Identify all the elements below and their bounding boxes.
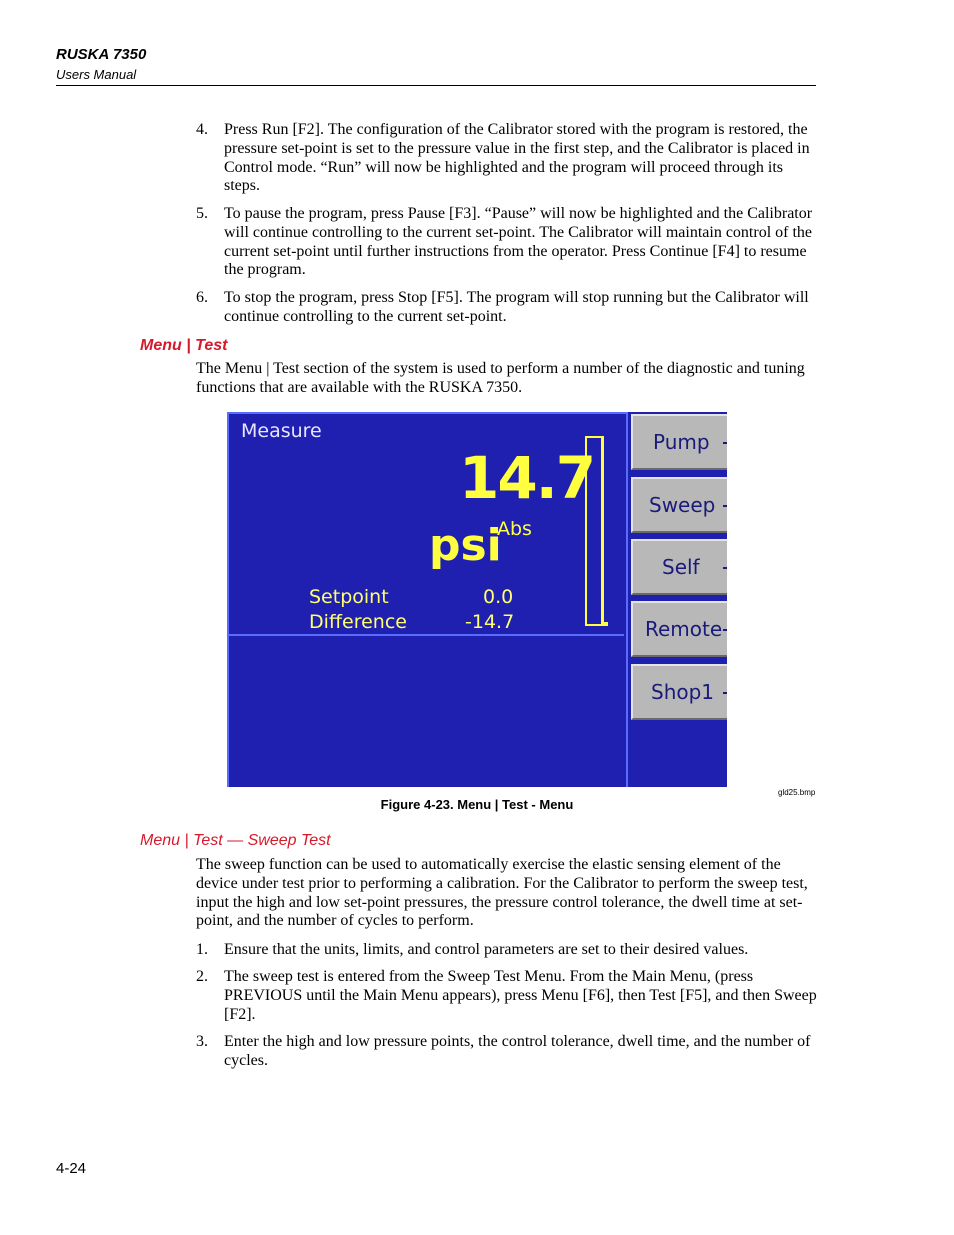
figure-caption: Figure 4-23. Menu | Test - Menu	[380, 797, 574, 812]
pressure-value: 14.7	[459, 444, 595, 512]
setpoint-value: 0.0	[483, 586, 514, 608]
step-number: 5.	[196, 205, 208, 222]
difference-value: -14.7	[465, 611, 515, 633]
step-text: Ensure that the units, limits, and control parameters are set to their desired values.	[224, 941, 749, 958]
softkey-label: Shop1	[651, 680, 715, 704]
panel-divider	[229, 634, 624, 636]
pressure-unit: psi	[429, 520, 502, 571]
step-number: 1.	[196, 941, 208, 958]
figure-screen	[227, 412, 727, 787]
section-body-menu-test: The Menu | Test section of the system is used to perform a number of the diagnostic and tuning functions that are available with the RUSKA 7350.	[196, 360, 805, 396]
softkey-sweep[interactable]	[631, 477, 727, 533]
step-text: Enter the high and low pressure points, the control tolerance, dwell time, and the number of cycles.	[224, 1033, 811, 1069]
softkey-label: Self	[662, 555, 700, 579]
section-heading-sweep-test: Menu | Test — Sweep Test	[140, 832, 331, 849]
step-number: 3.	[196, 1033, 208, 1050]
softkey-label: Sweep	[649, 493, 716, 517]
page-header-subtitle: Users Manual	[56, 67, 137, 82]
step-text: The sweep test is entered from the Sweep Test Menu. From the Main Menu, (press PREVIOUS until the Main Menu appears), press Menu [F6], then Test [F5], and then Sweep [F2].	[224, 968, 817, 1023]
softkey-label: Remote	[645, 617, 723, 641]
step-number: 4.	[196, 121, 208, 138]
softkey-remote[interactable]	[631, 601, 727, 657]
softkey-label: Pump	[653, 430, 710, 454]
softkey-shop1[interactable]	[631, 664, 727, 720]
step-text: Press Run [F2]. The configuration of the Calibrator stored with the program is restored, the pressure set-point is set to the pressure value in the first step, and the Calibrator is placed in Control mode. “Run” will now be highlighted and the program will proceed through its steps.	[224, 121, 810, 195]
step-text: To stop the program, press Stop [F5]. The program will stop running but the Calibrator will continue controlling to the current set-point.	[224, 289, 809, 325]
step-text: To pause the program, press Pause [F3]. “Pause” will now be highlighted and the Calibrator will continue controlling to the current set-point. The Calibrator will maintain control of the current set-point until further instructions from the operator. Press Continue [F4] to resume the program.	[224, 205, 813, 279]
section-body-sweep-test: The sweep function can be used to automatically exercise the elastic sensing element of the device under test prior to performing a calibration. For the Calibrator to perform the sweep test, input the high and low set-point pressures, the pressure control tolerance, the dwell time at set-point, and the number of cycles to perform.	[196, 856, 808, 930]
page-header-title: RUSKA 7350	[56, 46, 147, 63]
softkey-dash	[723, 442, 727, 444]
section-heading-menu-test: Menu | Test	[140, 337, 228, 354]
unit-qualifier: Abs	[497, 518, 532, 540]
difference-label: Difference	[309, 611, 407, 633]
softkey-dash	[723, 629, 727, 631]
figure-file-name: gld25.bmp	[778, 788, 816, 797]
page-number: 4-24	[56, 1160, 87, 1177]
softkey-pump[interactable]	[631, 414, 727, 470]
step-number: 2.	[196, 968, 208, 985]
softkey-dash	[723, 692, 727, 694]
softkey-dash	[723, 505, 727, 507]
measure-panel	[227, 412, 628, 787]
softkey-dash	[723, 567, 727, 569]
softkey-self[interactable]	[631, 539, 727, 595]
measure-label: Measure	[241, 420, 322, 442]
setpoint-label: Setpoint	[309, 586, 389, 608]
bar-gauge	[585, 436, 604, 626]
step-number: 6.	[196, 289, 208, 306]
gauge-tick	[604, 622, 608, 626]
header-rule	[56, 85, 816, 86]
